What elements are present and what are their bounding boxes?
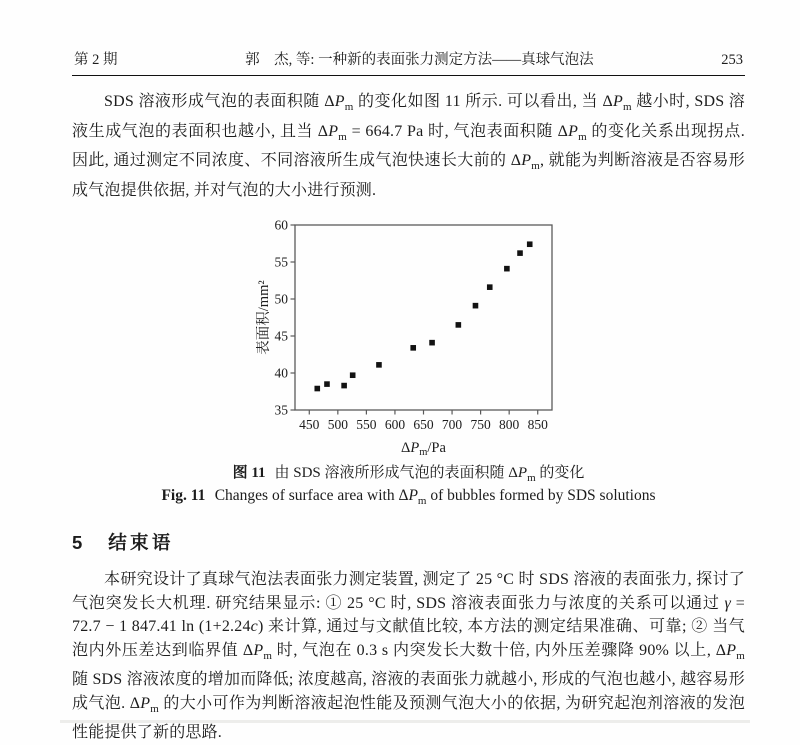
running-head <box>72 48 745 75</box>
section-title: 结束语 <box>108 532 174 554</box>
svg-text:ΔPm/Pa: $\Delta P_m/Pa$ <box>401 440 446 458</box>
figure-caption-en-label: Fig. 11 <box>161 487 206 505</box>
figure-caption-cn-label: 图 11 <box>232 465 266 482</box>
section-number: 5 <box>72 532 83 554</box>
svg-text:50: 50 <box>274 291 288 307</box>
svg-text:45: 45 <box>274 328 288 344</box>
figure-caption-en <box>72 487 745 507</box>
figure-chart <box>72 215 745 457</box>
figure-caption-cn <box>72 461 745 484</box>
header-rule <box>72 75 745 76</box>
svg-text:60: 60 <box>274 217 288 233</box>
svg-text:450: 450 <box>299 417 320 433</box>
section-heading <box>72 529 745 555</box>
svg-text:550: 550 <box>356 417 377 433</box>
issue-label: 第 2 期 <box>74 52 118 68</box>
svg-text:750: 750 <box>470 417 491 433</box>
scan-artifact <box>60 720 750 723</box>
svg-text:55: 55 <box>274 254 288 270</box>
svg-text:40: 40 <box>274 365 288 381</box>
svg-text:35: 35 <box>274 402 288 418</box>
page-number: 253 <box>721 52 743 68</box>
svg-text:650: 650 <box>413 417 434 433</box>
figure-chart-svg <box>256 215 576 457</box>
body-paragraph-1: SDS 溶液形成气泡的表面积随 $\Delta P_m$ 的变化如图 11 所示. 可以看出, 当 $\Delta P_m$ 越小时, SDS 溶液生成气泡的表面积也越小, 且当 $\Delta P_m = 664.7$ Pa 时, 气泡表面积随 $\Delta P_m$ 的变化关系出现拐点. 因此, 通过测定不同浓度、不同溶液所生成气泡快速长大前的 $\Delta P_m$, 就能为判断溶液是否容易形成气泡提供依据, 并对气泡的大小进行预测. <box>72 93 745 199</box>
running-title: 郭 杰, 等: 一种新的表面张力测定方法——真球气泡法 <box>245 52 594 68</box>
figure-caption-cn-text: 由 SDS 溶液所形成气泡的表面积随 $\Delta P_m$ 的变化 <box>274 465 585 485</box>
svg-text:700: 700 <box>441 417 463 433</box>
svg-text:500: 500 <box>327 417 348 433</box>
body-paragraph-conclusion: 本研究设计了真球气泡法表面张力测定装置, 测定了 25 °C 时 SDS 溶液的表面张力, 探讨了气泡突发长大机理. 研究结果显示: ① 25 °C 时, SDS 溶液表面张力与浓度的关系可以通过 γ = 72.7 − 1 847.41 ln (1+2.24c) 来计算, 通过与文献值比较, 本方法的测定结果准确、可靠; ② 当气泡内外压差达到临界值 $\Delta P_m$ 时, 气泡在 0.3 s 内突发长大数十倍, 内外压差骤降 90% 以上, $\Delta P_m$ 随 SDS 溶液浓度的增加而降低; 浓度越高, 溶液的表面张力就越小, 形成的气泡也越小, 越容易形成气泡. $\Delta P_m$ 的大小可作为判断溶液起泡性能及预测气泡大小的依据, 为研究起泡剂溶液的发泡性能提供了新的思路. <box>72 571 745 742</box>
figure-caption-en-text: Changes of surface area with $\Delta P_m$ of bubbles formed by SDS solutions <box>214 487 656 508</box>
svg-text:850: 850 <box>527 417 548 433</box>
svg-text:表面积/mm²: 表面积/mm² <box>256 280 272 355</box>
svg-text:800: 800 <box>499 417 520 433</box>
svg-text:600: 600 <box>384 417 406 433</box>
